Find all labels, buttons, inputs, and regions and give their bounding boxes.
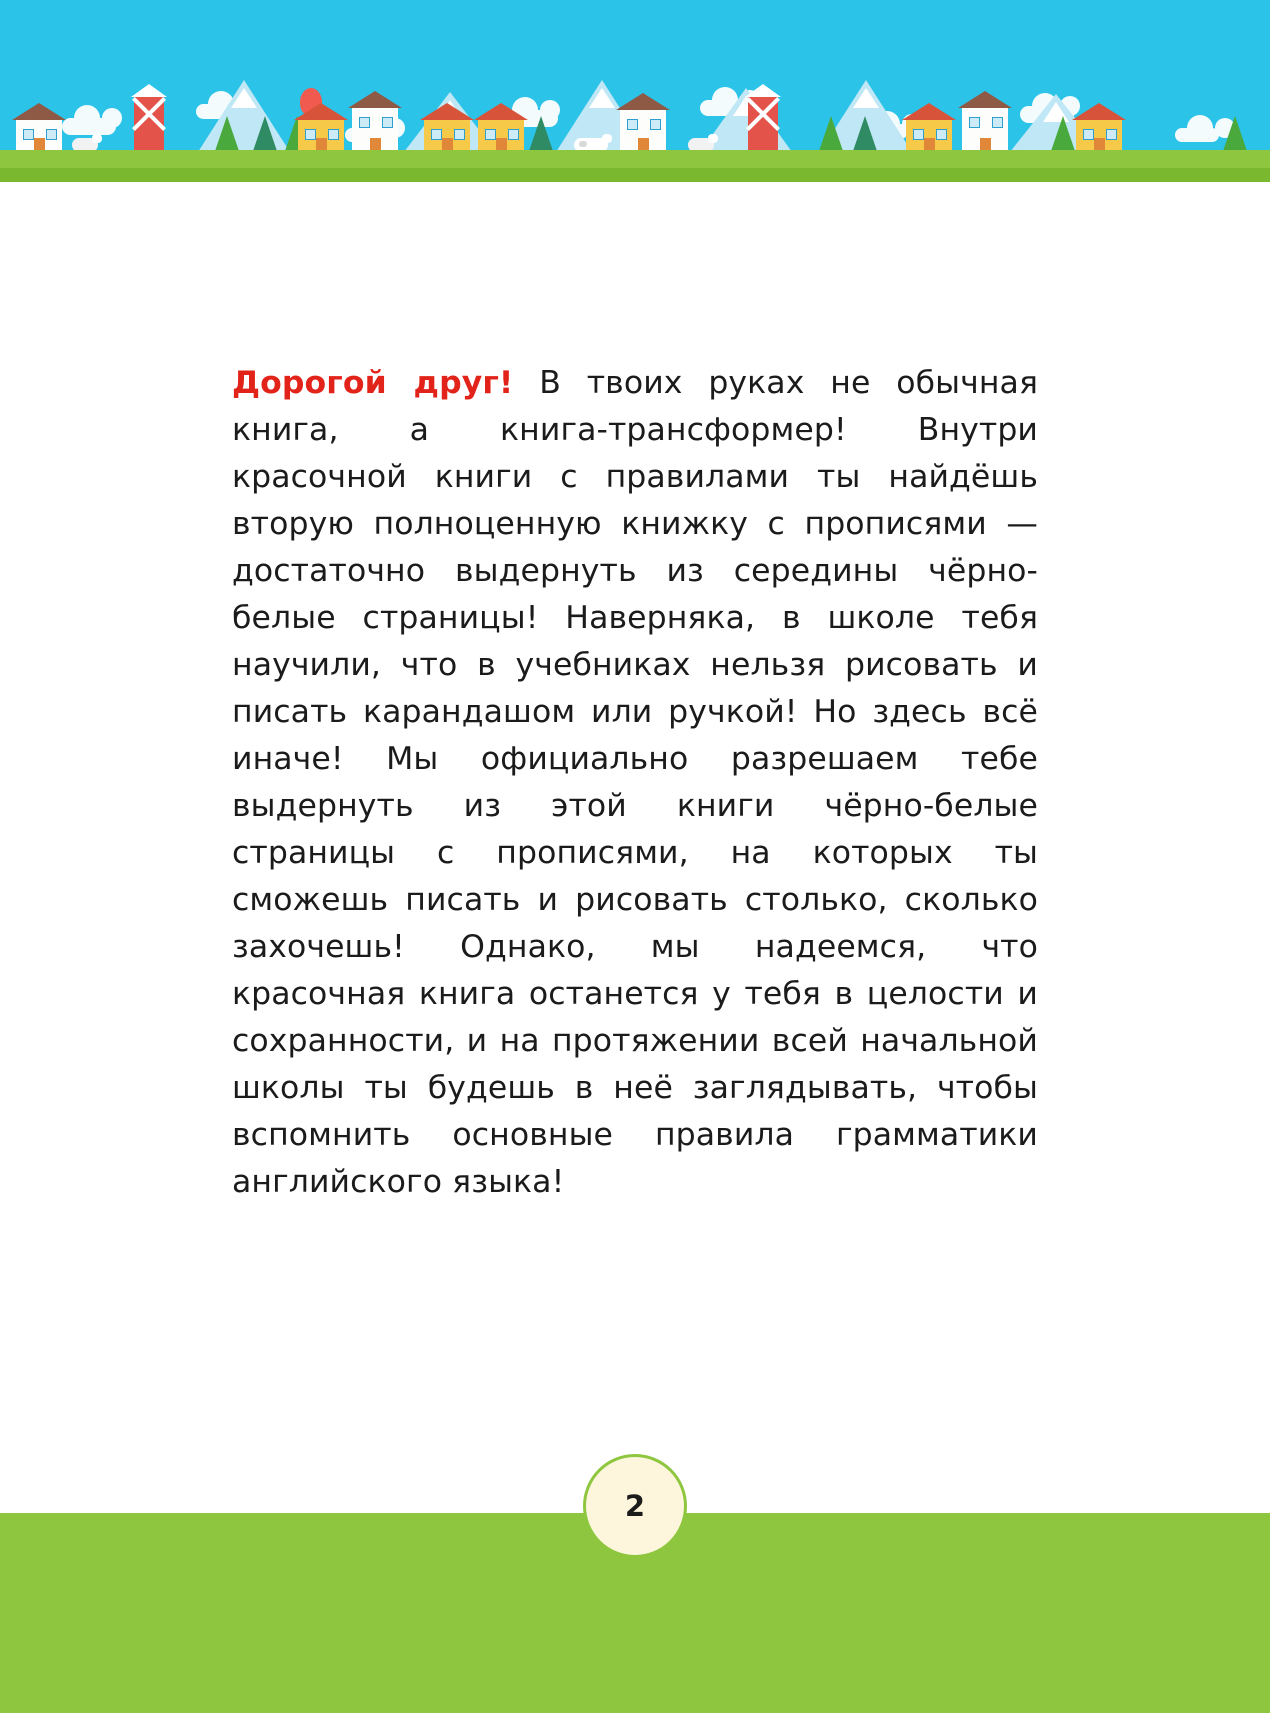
header-illustration-banner xyxy=(0,0,1270,182)
tree-icon xyxy=(528,116,554,154)
house-icon xyxy=(352,108,398,154)
windmill-icon xyxy=(748,96,778,154)
cloud-icon xyxy=(62,118,116,135)
house-icon xyxy=(424,120,470,154)
windmill-icon xyxy=(134,96,164,154)
grass-strip-shadow xyxy=(0,168,1270,182)
intro-paragraph xyxy=(232,360,1038,1206)
page-number-label: 2 xyxy=(624,1489,646,1523)
page-number-badge xyxy=(583,1454,687,1558)
house-icon xyxy=(620,110,666,154)
house-icon xyxy=(962,108,1008,154)
house-icon xyxy=(906,120,952,154)
cloud-icon xyxy=(1175,128,1219,142)
tree-icon xyxy=(818,116,844,154)
tree-icon xyxy=(852,116,878,154)
tree-icon xyxy=(214,116,240,154)
intro-body-text: В твоих руках не обычная книга, а книга-трансформер! Внутри красочной книги с правилами ты найдёшь вторую полноценную книжку с прописями — достаточно выдернуть из середины чёрно-белые страницы! Наверняка, в школе тебя научили, что в учебниках нельзя рисовать и писать карандашом или ручкой! Но здесь всё иначе! Мы официально разрешаем тебе выдернуть из этой книги чёрно-белые страницы с прописями, на которых ты сможешь писать и рисовать столько, сколько захочешь! Однако, мы надеемся, что красочная книга останется у тебя в целости и сохранности, и на протяжении всей начальной школы ты будешь в неё заглядывать, чтобы вспомнить основные правила грамматики английского языка! xyxy=(232,365,1038,1200)
tree-icon xyxy=(1050,116,1076,154)
tree-icon xyxy=(252,116,278,154)
house-icon xyxy=(478,120,524,154)
house-icon xyxy=(1076,120,1122,154)
tree-icon xyxy=(1222,116,1248,154)
house-icon xyxy=(16,120,62,154)
house-icon xyxy=(298,120,344,154)
intro-lead-phrase: Дорогой друг! xyxy=(232,365,514,401)
page-content xyxy=(232,360,1038,1206)
